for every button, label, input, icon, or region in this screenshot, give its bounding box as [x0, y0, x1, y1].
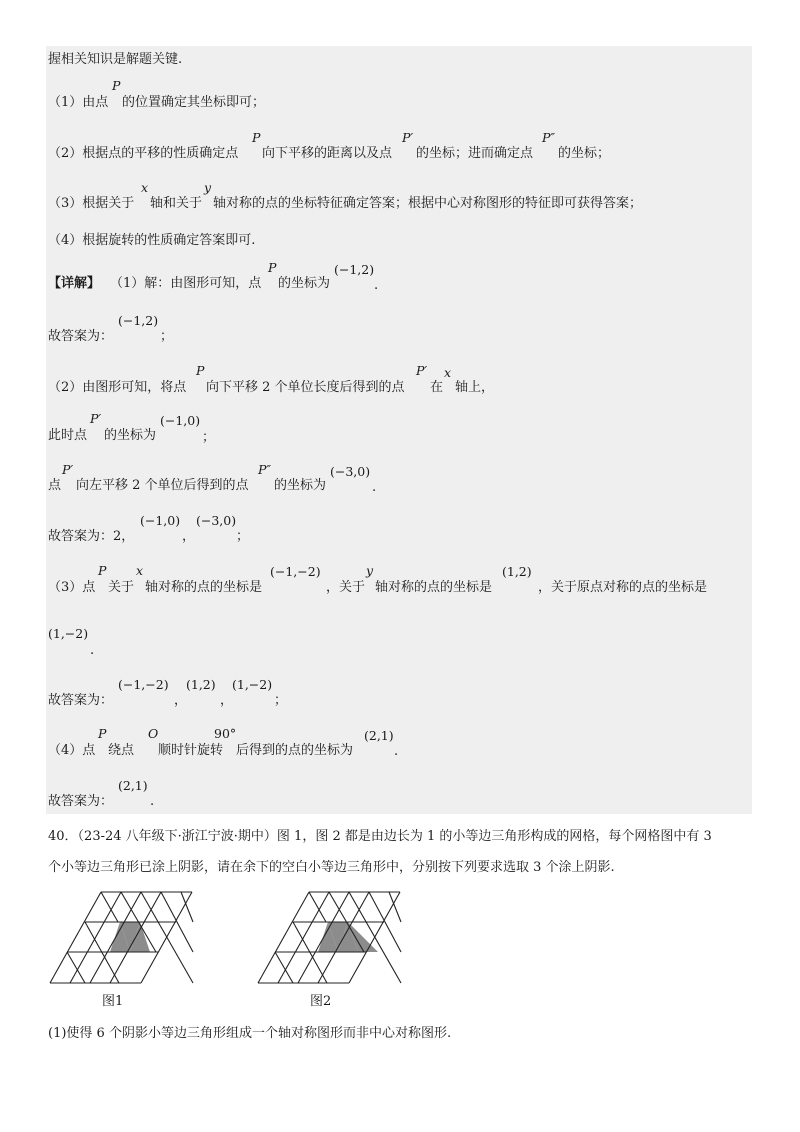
math-x: x	[136, 563, 144, 578]
hint2-a: （2）根据点的平移的性质确定点	[48, 146, 239, 161]
figure-1-grid	[50, 892, 210, 984]
math-90deg: 90°	[214, 726, 237, 741]
ans3-b: ，	[174, 693, 188, 708]
math-P: P	[252, 130, 261, 145]
d4-a: （4）点	[48, 743, 96, 758]
d2a-d: 轴上，	[455, 380, 495, 395]
d2a-b: 向下平移 2 个单位长度后得到的点	[206, 380, 405, 395]
hint1-b: 的位置确定其坐标即可；	[122, 95, 266, 110]
d3-d: ，关于	[326, 580, 366, 595]
math-neg1-neg2: (−1,−2)	[118, 677, 169, 692]
math-1-neg2: (1,−2)	[232, 677, 273, 692]
math-P: P	[98, 726, 107, 741]
ans4-a: 故答案为：	[48, 794, 114, 809]
math-1-2: (1,2)	[502, 564, 532, 579]
figure-2-grid	[258, 892, 418, 984]
question-line-2: 个小等边三角形已涂上阴影，请在余下的空白小等边三角形中，分别按下列要求选取 3 个涂上阴影.	[48, 860, 615, 875]
ans3-d: ；	[274, 693, 288, 708]
ans4-b: .	[150, 794, 155, 809]
math-neg1-2: (−1,2)	[334, 262, 375, 277]
d3-a: （3）点	[48, 580, 96, 595]
math-2-1: (2,1)	[118, 778, 148, 793]
d1-b: 的坐标为	[278, 276, 331, 291]
hint3-c: 轴对称的点的坐标特征确定答案；根据中心对称图形的特征即可获得答案；	[213, 196, 643, 211]
ans3-c: ，	[220, 693, 234, 708]
math-neg1-0: (−1,0)	[140, 513, 181, 528]
d3-f: ，关于原点对称的点的坐标是	[538, 580, 708, 595]
ans2-c: ；	[236, 529, 250, 544]
d4-d: 后得到的点的坐标为	[236, 743, 354, 758]
math-neg3-0: (−3,0)	[196, 513, 237, 528]
math-2-1: (2,1)	[364, 728, 394, 743]
ans1-b: ；	[160, 329, 174, 344]
math-P: P	[196, 363, 205, 378]
math-neg3-0: (−3,0)	[330, 464, 371, 479]
math-P: P	[98, 563, 107, 578]
math-P-prime: P′	[416, 363, 428, 378]
math-P-double-prime: P″	[258, 462, 272, 477]
question-line-1: 40．（23-24 八年级下·浙江宁波·期中）图 1，图 2 都是由边长为 1 的小等边三角形构成的网格，每个网格图中有 3	[48, 829, 712, 844]
math-P-prime: P′	[90, 411, 102, 426]
ans2-a: 故答案为：2，	[48, 529, 135, 544]
d2c-a: 点	[48, 478, 62, 493]
math-P: P	[112, 78, 121, 93]
question-part-1: (1)使得 6 个阴影小等边三角形组成一个轴对称图形而非中心对称图形.	[48, 1026, 452, 1041]
math-P-prime: P′	[62, 462, 74, 477]
d4-c: 顺时针旋转	[158, 743, 224, 758]
d2b-a: 此时点	[48, 428, 88, 443]
math-y: y	[366, 563, 374, 578]
d2c-b: 向左平移 2 个单位后得到的点	[76, 478, 249, 493]
d3-b: 关于	[108, 580, 135, 595]
d3b-a: .	[90, 643, 95, 658]
hint2-b: 向下平移的距离以及点	[262, 146, 393, 161]
hint4: （4）根据旋转的性质确定答案即可.	[48, 233, 256, 248]
figure-1-label: 图1	[102, 994, 124, 1009]
d3-e: 轴对称的点的坐标是	[375, 580, 493, 595]
d2b-b: 的坐标为	[104, 428, 157, 443]
d2b-c: ；	[202, 430, 216, 445]
d4-b: 绕点	[108, 743, 135, 758]
d2c-c: 的坐标为	[274, 478, 327, 493]
d1-c: .	[374, 278, 379, 293]
math-neg1-2: (−1,2)	[118, 313, 159, 328]
math-neg1-neg2: (−1,−2)	[270, 564, 321, 579]
math-x: x	[444, 365, 452, 380]
math-1-neg2: (1,−2)	[48, 626, 89, 641]
hint1-a: （1）由点	[48, 95, 109, 110]
math-y: y	[204, 180, 212, 195]
d2c-d: .	[372, 480, 377, 495]
d2a-c: 在	[430, 380, 444, 395]
math-neg1-0: (−1,0)	[160, 413, 201, 428]
detail-tag: 【详解】	[48, 276, 101, 291]
math-O: O	[148, 726, 159, 741]
d2a-a: （2）由图形可知，将点	[48, 380, 187, 395]
d1-a: （1）解：由图形可知，点	[110, 276, 262, 291]
ans2-b: ，	[182, 529, 196, 544]
hint3-a: （3）根据关于	[48, 196, 135, 211]
math-P: P	[268, 260, 277, 275]
math-P-double-prime: P″	[542, 130, 556, 145]
math-x: x	[141, 180, 149, 195]
hint3-b: 轴和关于	[150, 196, 203, 211]
ans3-a: 故答案为：	[48, 693, 114, 708]
ans1-a: 故答案为：	[48, 329, 114, 344]
d3-c: 轴对称的点的坐标是	[145, 580, 263, 595]
hint2-d: 的坐标；	[558, 146, 611, 161]
hint2-c: 的坐标；进而确定点	[416, 146, 534, 161]
math-1-2: (1,2)	[186, 677, 216, 692]
d4-e: .	[394, 744, 399, 759]
figure-2-label: 图2	[310, 994, 332, 1009]
math-P-prime: P′	[402, 130, 414, 145]
intro-line: 握相关知识是解题关键.	[48, 52, 183, 67]
